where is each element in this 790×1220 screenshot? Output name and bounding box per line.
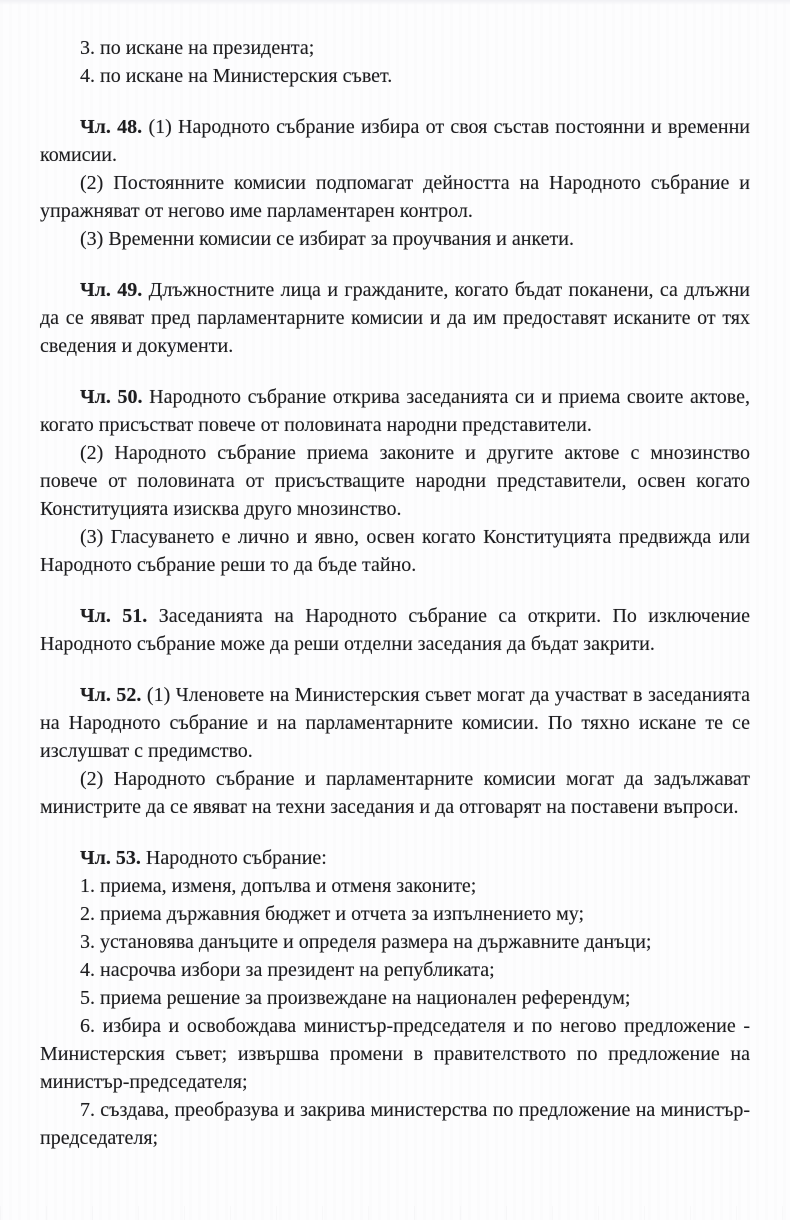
article-52 bbox=[40, 681, 750, 821]
paragraph-text: Длъжностните лица и гражданите, когато бъдат поканени, са длъжни да се явяват пред парламентарните комисии и да им предоставят исканите от тях сведения и документи. bbox=[40, 279, 750, 357]
numbered-list-item: 4. насрочва избори за президент на републиката; bbox=[80, 959, 495, 981]
article-paragraph: (2) Постоянните комисии подпомагат дейността на Народното събрание и упражняват от негово име парламентарен контрол. bbox=[40, 172, 750, 222]
numbered-list-item: 1. приема, изменя, допълва и отменя законите; bbox=[80, 875, 477, 897]
article-number: Чл. 49. bbox=[80, 279, 143, 301]
article-49 bbox=[40, 276, 750, 360]
paragraph-text: Заседанията на Народното събрание са открити. По изключение Народното събрание може да реши отделни заседания да бъдат закрити. bbox=[40, 605, 750, 655]
article-48 bbox=[40, 113, 750, 253]
numbered-list-item: 5. приема решение за произвеждане на национален референдум; bbox=[80, 987, 631, 1009]
numbered-list-item: 6. избира и освобождава министър-председателя и по негово предложение - Министерския съвет; извършва промени в правителството по предложение на министър-председателя; bbox=[40, 1015, 750, 1093]
article-lead-paragraph bbox=[40, 113, 750, 169]
article-number: Чл. 53. bbox=[80, 847, 141, 869]
article-number: Чл. 51. bbox=[80, 605, 148, 627]
article-lead-paragraph bbox=[40, 276, 750, 360]
article-number: Чл. 48. bbox=[80, 116, 143, 138]
article-50 bbox=[40, 383, 750, 579]
paragraph-text: (1) Членовете на Министерския съвет могат да участват в заседанията на Народното събрание и на парламентарните комисии. По тяхно искане те се изслушват с предимство. bbox=[40, 684, 750, 762]
numbered-list-item: 4. по искане на Министерския съвет. bbox=[80, 65, 393, 87]
scan-edge-bottom bbox=[0, 1206, 790, 1220]
article-lead-paragraph bbox=[40, 681, 750, 765]
article-number: Чл. 50. bbox=[80, 386, 143, 408]
paragraph-text: Народното събрание открива заседанията си и приема своите актове, когато присъстват повече от половината народни представители. bbox=[40, 386, 750, 436]
numbered-list-item: 3. по искане на президента; bbox=[80, 37, 315, 59]
paragraph-text: Народното събрание: bbox=[145, 847, 327, 869]
paragraph-text: (1) Народното събрание избира от своя състав постоянни и временни комисии. bbox=[40, 116, 750, 166]
article-51 bbox=[40, 602, 750, 658]
numbered-list-item: 3. установява данъците и определя размера на държавните данъци; bbox=[80, 931, 652, 953]
article-paragraph: (3) Гласуването е лично и явно, освен когато Конституцията предвижда или Народното събрание реши то да бъде тайно. bbox=[40, 526, 750, 576]
article-lead-paragraph bbox=[40, 383, 750, 439]
article-lead-paragraph bbox=[40, 602, 750, 658]
article-lead-paragraph bbox=[40, 844, 750, 872]
article-paragraph: (3) Временни комисии се избират за проучвания и анкети. bbox=[80, 228, 574, 250]
article-number: Чл. 52. bbox=[80, 684, 142, 706]
numbered-list-item: 7. създава, преобразува и закрива министерства по предложение на министър-председателя; bbox=[40, 1099, 750, 1149]
article-paragraph: (2) Народното събрание и парламентарните комисии могат да задължават министрите да се явяват на техни заседания и да отговарят на поставени въпроси. bbox=[40, 768, 750, 818]
article-53 bbox=[40, 844, 750, 1152]
numbered-list-item: 2. приема държавния бюджет и отчета за изпълнението му; bbox=[80, 903, 585, 925]
article-paragraph: (2) Народното събрание приема законите и другите актове с мнозинство повече от половината от присъстващите народни представители, освен когато Конституцията изисква друго мнозинство. bbox=[40, 442, 750, 520]
